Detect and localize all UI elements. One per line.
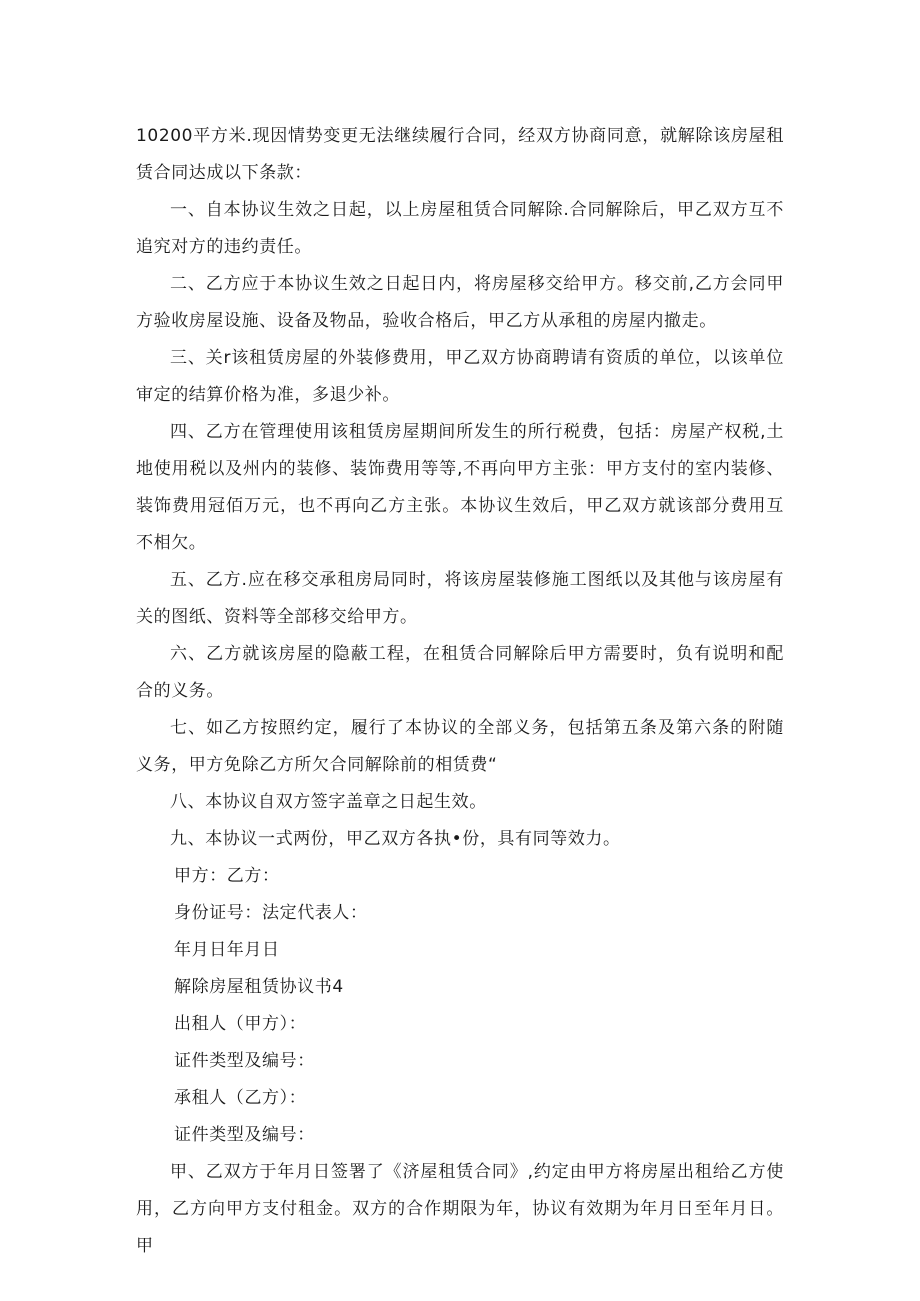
lessee-id-line: 证件类型及编号： bbox=[174, 1125, 315, 1145]
document-body bbox=[136, 118, 784, 1265]
closing-paragraph: 甲、乙双方于年月日签署了《济屋租赁合同》,约定由甲方将房屋出租给乙方使用，乙方向甲方支付租金。双方的合作期限为年，协议有效期为年月日至年月日。甲 bbox=[136, 1162, 784, 1256]
clause-2: 二、乙方应于本协议生效之日起日内，将房屋移交给甲方。移交前,乙方会同甲方验收房屋设施、设备及物品，验收合格后，甲乙方从承租的房屋内撤走。 bbox=[136, 274, 784, 331]
signature-id-line: 身份证号：法定代表人： bbox=[174, 903, 368, 923]
signature-parties-line: 甲方：乙方： bbox=[174, 866, 280, 886]
section-title: 解除房屋租赁协议书4 bbox=[174, 977, 344, 997]
clause-4: 四、乙方在管理使用该租赁房屋期间所发生的所行税费，包括：房屋产权税,土地使用税以及州内的装修、装饰费用等等,不再向甲方主张：甲方支付的室内装修、装饰费用冠佰万元，也不再向乙方主张。本协议生效后，甲乙双方就该部分费用互不相欠。 bbox=[136, 422, 784, 553]
lessor-id-line: 证件类型及编号： bbox=[174, 1051, 315, 1071]
clause-6: 六、乙方就该房屋的隐蔽工程，在租赁合同解除后甲方需要时，负有说明和配合的义务。 bbox=[136, 644, 784, 701]
signature-date-line: 年月日年月日 bbox=[174, 940, 280, 960]
clause-5: 五、乙方.应在移交承租房局同时，将该房屋装修施工图纸以及其他与该房屋有关的图纸、资料等全部移交给甲方。 bbox=[136, 570, 784, 627]
clause-8: 八、本协议自双方签字盖章之日起生效。 bbox=[170, 792, 487, 812]
clause-1: 一、自本协议生效之日起，以上房屋租赁合同解除.合同解除后，甲乙双方互不追究对方的违约责任。 bbox=[136, 200, 784, 257]
clause-9: 九、本协议一式两份，甲乙双方各执•份，具有同等效力。 bbox=[170, 829, 621, 849]
paragraph-intro: 10200平方米.现因情势变更无法继续履行合同，经双方协商同意，就解除该房屋租赁合同达成以下条款： bbox=[136, 126, 784, 183]
lessor-line: 出租人（甲方）： bbox=[174, 1014, 307, 1034]
lessee-line: 承租人（乙方）： bbox=[174, 1088, 307, 1108]
clause-7: 七、如乙方按照约定，履行了本协议的全部义务，包括第五条及第六条的附随义务，甲方免除乙方所欠合同解除前的相赁费“ bbox=[136, 718, 784, 775]
clause-3: 三、关r该租赁房屋的外装修费用，甲乙双方协商聘请有资质的单位，以该单位审定的结算价格为准，多退少补。 bbox=[136, 348, 784, 405]
